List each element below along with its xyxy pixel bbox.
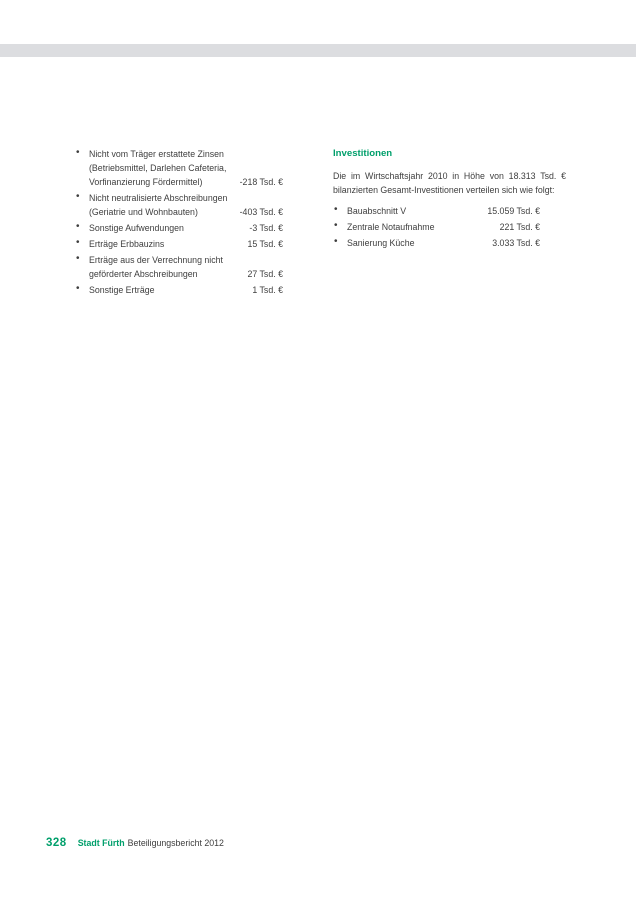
list-item-text: Sonstige Aufwendungen [89,223,184,233]
right-column-list [333,204,540,250]
page-header-bar [0,44,636,57]
list-item [333,220,540,234]
bullet-icon: • [76,221,80,232]
footer-document-title: Beteiligungsbericht 2012 [127,838,224,848]
bullet-icon: • [76,147,80,158]
list-item-value: -403 Tsd. € [239,207,283,217]
footer-publisher: Stadt Fürth [77,838,125,848]
list-item-text: Nicht vom Träger erstattete Zinsen (Betriebsmittel, Darlehen Cafeteria, Vorfinanzierung Fördermittel) [89,149,227,187]
list-item-value: 3.033 Tsd. € [492,238,540,248]
bullet-icon: • [334,220,338,231]
page-number: 328 [46,837,67,849]
list-item [333,204,540,218]
right-column [333,147,566,252]
list-item-value: 15.059 Tsd. € [487,206,540,216]
list-item-value: -218 Tsd. € [239,177,283,187]
list-item-text: Erträge aus der Verrechnung nicht geförderter Abschreibungen [89,255,223,279]
page-footer [46,837,224,849]
list-item [75,221,283,235]
left-column-list [75,147,283,299]
list-item-text: Nicht neutralisierte Abschreibungen (Geriatrie und Wohnbauten) [89,193,228,217]
bullet-icon: • [76,283,80,294]
list-item [75,147,283,189]
list-item [333,236,540,250]
bullet-icon: • [76,253,80,264]
list-item [75,237,283,251]
list-item-text: Erträge Erbbauzins [89,239,165,249]
list-item [75,283,283,297]
list-item-text: Zentrale Notaufnahme [347,222,435,232]
list-item-value: 15 Tsd. € [247,239,283,249]
list-item-value: -3 Tsd. € [249,223,283,233]
list-item-text: Bauabschnitt V [347,206,407,216]
list-item-value: 221 Tsd. € [499,222,540,232]
list-item-text: Sonstige Erträge [89,285,155,295]
bullet-icon: • [76,237,80,248]
list-item-value: 1 Tsd. € [252,285,283,295]
list-item-text: Sanierung Küche [347,238,415,248]
list-item [75,191,283,219]
section-heading: Investitionen [333,148,393,159]
list-item-value: 27 Tsd. € [247,269,283,279]
bullet-icon: • [334,236,338,247]
section-intro-paragraph: Die im Wirtschaftsjahr 2010 in Höhe von 18.313 Tsd. € bilanzierten Gesamt-Investitionen verteilen sich wie folgt: [333,171,566,195]
list-item [75,253,283,281]
bullet-icon: • [334,204,338,215]
bullet-icon: • [76,191,80,202]
